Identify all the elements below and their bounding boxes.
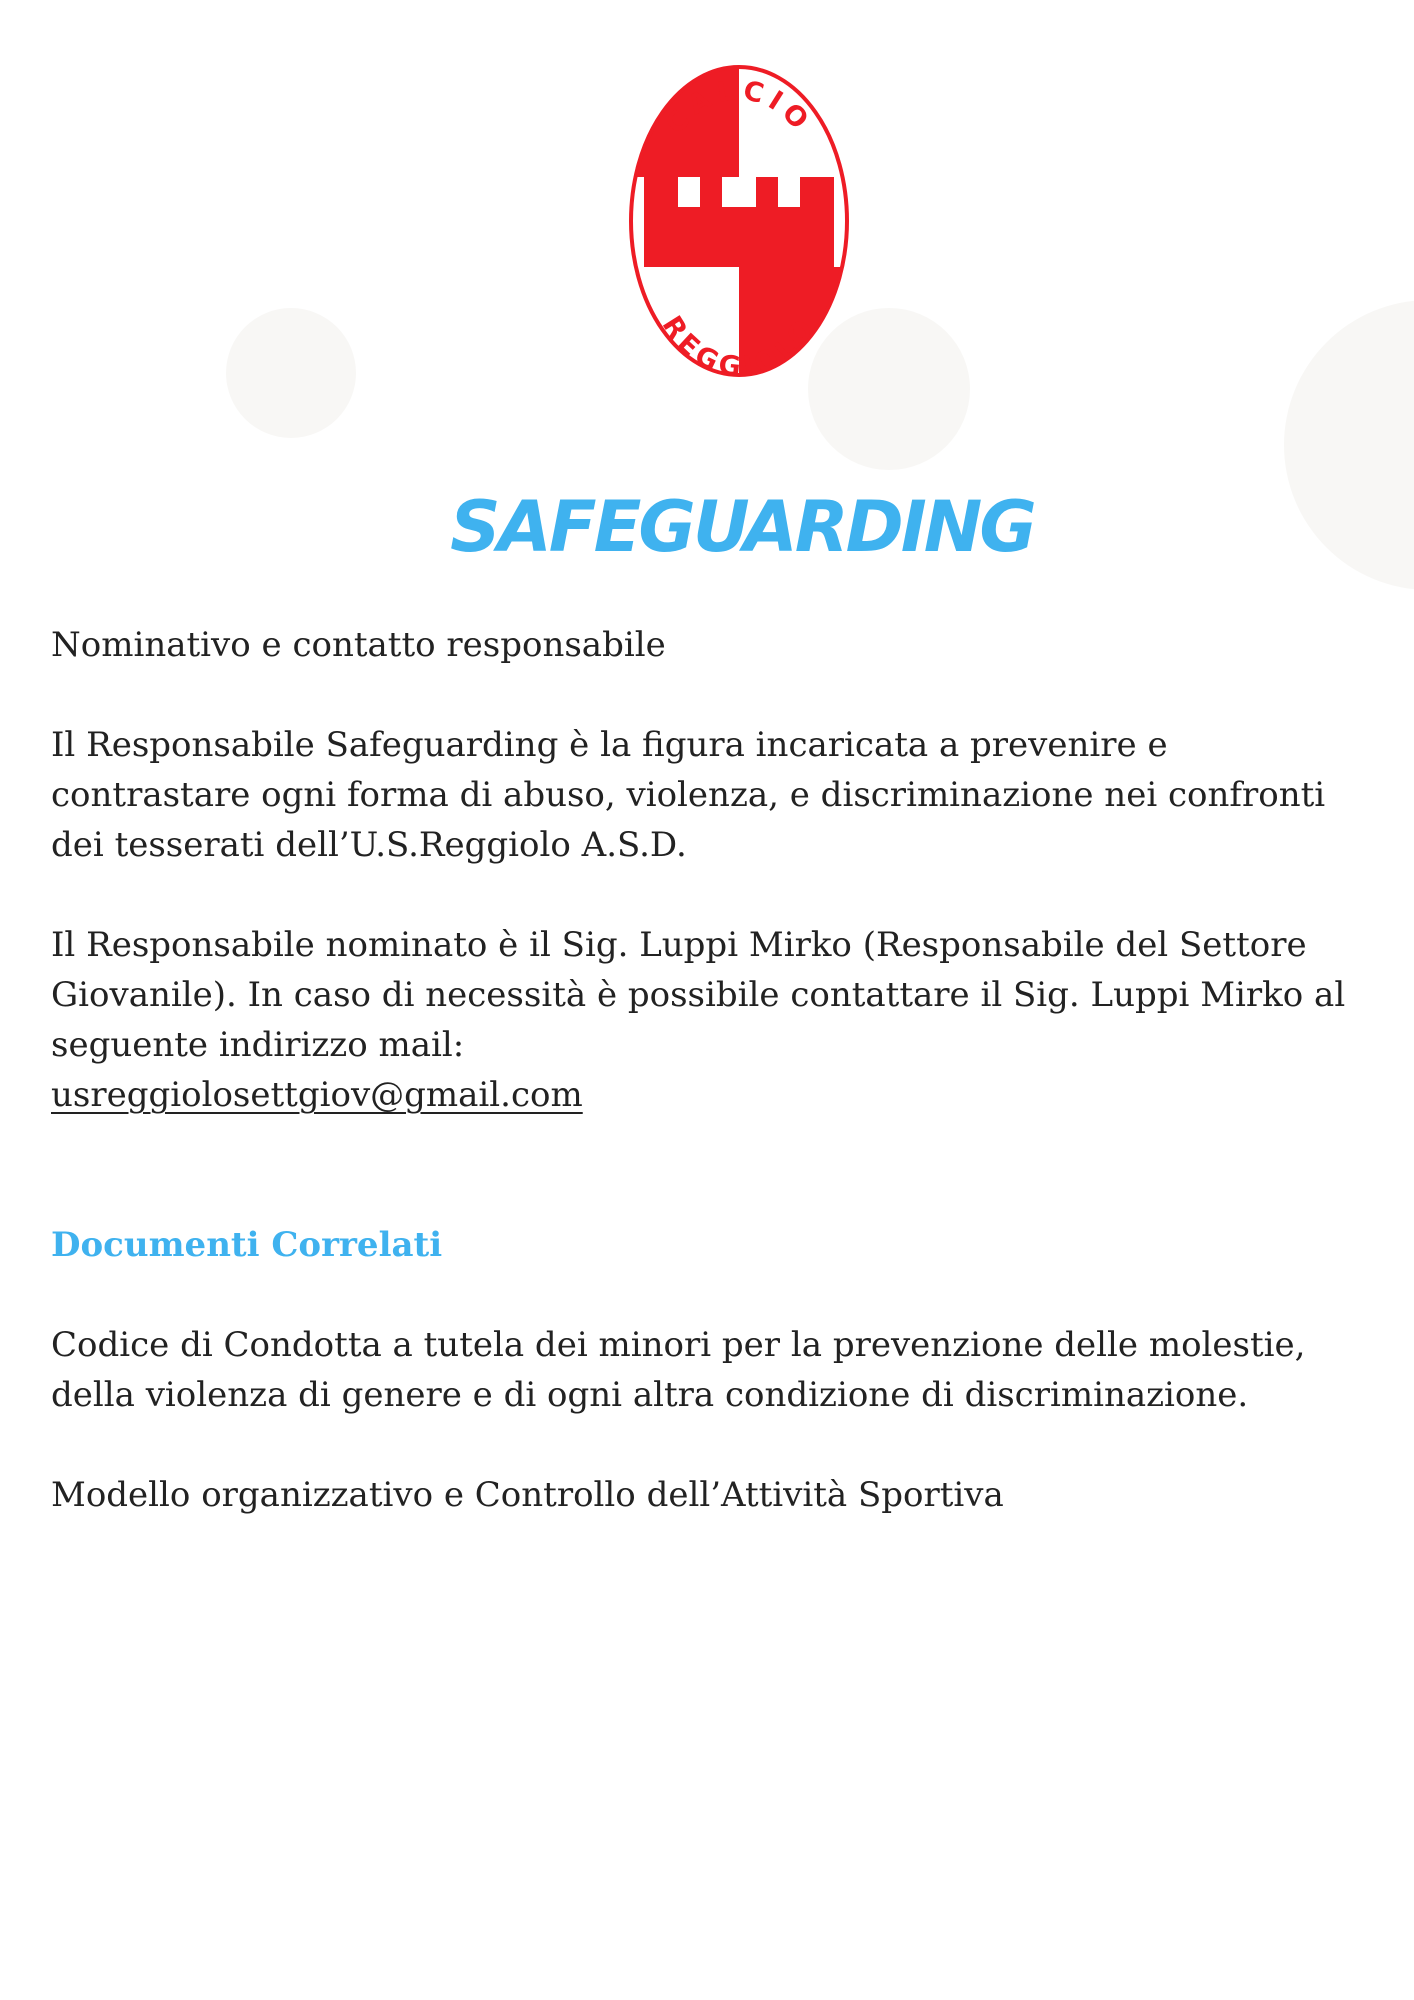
section-heading: Nominativo e contatto responsabile (51, 625, 666, 665)
logo-text-bottom: REGGIOLO (655, 310, 823, 380)
logo-text-top: CALCIO (659, 74, 819, 140)
document-item-code-of-conduct[interactable]: Codice di Condotta a tutela dei minori per la prevenzione delle molestie, della violenza di genere e di ogni altra condizione di discriminazione. (51, 1325, 1306, 1415)
club-logo (626, 62, 852, 380)
documents-heading: Documenti Correlati (51, 1225, 443, 1265)
contact-paragraph: Il Responsabile nominato è il Sig. Luppi Mirko (Responsabile del Settore Giovanile). In caso di necessità è possibile contattare il Sig. Luppi Mirko al seguente indirizzo mail: (51, 925, 1346, 1065)
document-item-organizational-model[interactable]: Modello organizzativo e Controllo dell’Attività Sportiva (51, 1475, 1004, 1515)
decorative-circle-left (226, 308, 356, 438)
email-link[interactable]: usreggiolosettgiov@gmail.com (51, 1075, 583, 1115)
page-title: SAFEGUARDING (450, 486, 1034, 568)
intro-paragraph: Il Responsabile Safeguarding è la figura incaricata a prevenire e contrastare ogni forma di abuso, violenza, e discriminazione nei confronti dei tesserati dell’U.S.Reggiolo A.S.D. (51, 725, 1326, 865)
